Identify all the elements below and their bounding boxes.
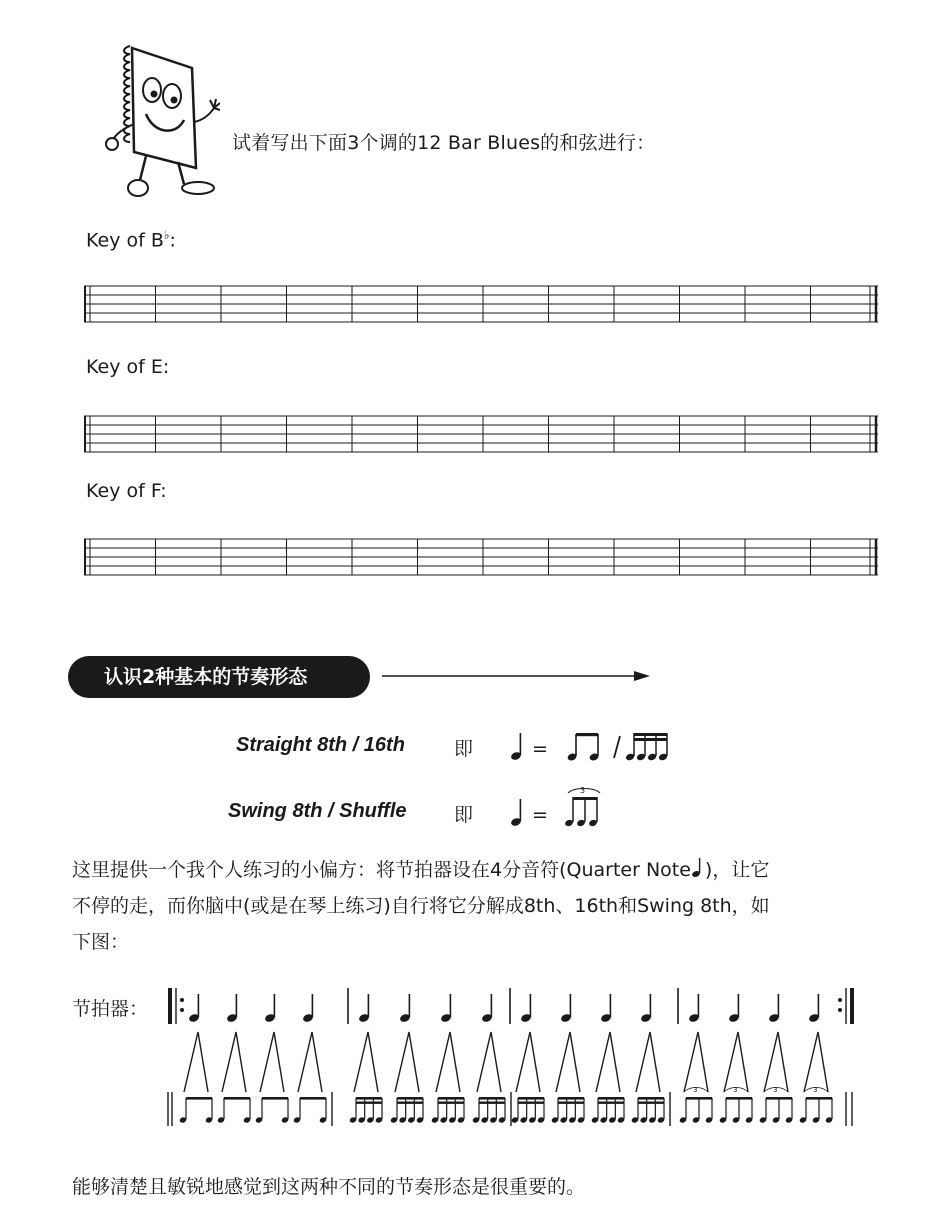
flat-sign: ♭ — [163, 228, 170, 242]
arrow-right-icon — [380, 666, 652, 686]
beam — [558, 1102, 584, 1104]
key-label-colon: : — [169, 229, 176, 252]
beam — [397, 1102, 423, 1104]
subdivision-note-group — [799, 1086, 833, 1124]
rhythm-name-straight: Straight 8th / 16th — [236, 734, 405, 756]
intro-text: 试着写出下面3个调的12 Bar Blues的和弦进行： — [232, 132, 656, 154]
subdivision-note-group — [631, 1097, 665, 1124]
subdivision-arrow — [684, 1032, 708, 1092]
rhythm-ji-swing: 即 — [454, 804, 474, 826]
beam — [806, 1097, 832, 1100]
subdivision-note-group — [293, 1097, 327, 1124]
subdivision-note-group — [179, 1097, 213, 1124]
beam — [300, 1097, 326, 1100]
subdivision-arrow — [516, 1032, 540, 1092]
repeat-start-bar — [168, 988, 172, 1024]
triplet-number: 3 — [813, 1086, 818, 1094]
metronome-label: 节拍器： — [72, 998, 149, 1020]
subdivision-note-group — [511, 1097, 545, 1124]
subdivision-arrow — [596, 1032, 620, 1092]
key-label-f: Key of F: — [86, 480, 167, 502]
subdivision-note-group — [431, 1097, 465, 1124]
staff-f — [84, 537, 878, 577]
paragraph-line-3: 下图： — [72, 931, 130, 953]
paragraph-line-2: 不停的走，而你脑中(或是在琴上练习)自行将它分解成8th、16th和Swing 8th，如 — [72, 895, 770, 917]
subdivision-note-group — [217, 1097, 251, 1124]
beam — [397, 1097, 423, 1100]
closing-text: 能够清楚且敏锐地感觉到这两种不同的节奏形态是很重要的。 — [72, 1176, 586, 1198]
subdivision-note-group — [551, 1097, 585, 1124]
repeat-end-bar — [850, 988, 854, 1024]
subdivision-note-group — [591, 1097, 625, 1124]
subdivision-arrow — [804, 1032, 828, 1092]
repeat-dot — [838, 1008, 842, 1012]
subdivision-arrow — [354, 1032, 378, 1092]
rhythm-ji-straight: 即 — [454, 738, 474, 760]
equals-sign-swing: = — [532, 804, 548, 826]
subdivision-note-group — [719, 1086, 753, 1124]
subdivision-note-group — [255, 1097, 289, 1124]
beam — [186, 1097, 212, 1100]
subdivision-note-group — [759, 1086, 793, 1124]
subdivision-arrow — [436, 1032, 460, 1092]
subdivision-arrow — [395, 1032, 419, 1092]
key-label-text: Key of B — [86, 229, 164, 252]
triplet-number: 3 — [693, 1086, 698, 1094]
eighth-sixteenth-notes-icon — [566, 730, 674, 762]
staff-e — [84, 414, 878, 454]
beam — [262, 1097, 288, 1100]
key-label-b-flat — [86, 228, 176, 251]
equals-sign-straight: = — [532, 738, 548, 760]
subdivision-arrow — [260, 1032, 284, 1092]
beam — [438, 1097, 464, 1100]
beam — [638, 1102, 664, 1104]
beam — [638, 1097, 664, 1100]
subdivision-arrow — [636, 1032, 660, 1092]
beam — [518, 1102, 544, 1104]
subdivision-arrow — [222, 1032, 246, 1092]
subdivision-arrow — [556, 1032, 580, 1092]
paragraph-line-1-start: 这里提供一个我个人练习的小偏方：将节拍器设在4分音符(Quarter Note — [72, 859, 691, 881]
beam — [479, 1097, 505, 1100]
beam — [356, 1102, 382, 1104]
subdivision-arrow — [724, 1032, 748, 1092]
quarter-note-icon — [508, 730, 528, 762]
triplet-mark: 3 — [580, 786, 586, 795]
beam — [766, 1097, 792, 1100]
beam — [726, 1097, 752, 1100]
beam — [356, 1097, 382, 1100]
beam — [438, 1102, 464, 1104]
beam — [598, 1097, 624, 1100]
practice-tip-paragraph — [72, 852, 892, 960]
repeat-dot — [180, 998, 184, 1002]
quarter-note-icon — [508, 796, 528, 828]
subdivision-arrow — [298, 1032, 322, 1092]
subdivision-note-group — [472, 1097, 506, 1124]
beam — [686, 1097, 712, 1100]
staff-b-flat — [84, 284, 878, 324]
subdivision-arrow — [184, 1032, 208, 1092]
subdivision-note-group — [390, 1097, 424, 1124]
repeat-dot — [180, 1008, 184, 1012]
beam — [598, 1102, 624, 1104]
beam — [224, 1097, 250, 1100]
beam — [518, 1097, 544, 1100]
subdivision-note-group — [679, 1086, 713, 1124]
beam — [479, 1102, 505, 1104]
mascot-illustration — [100, 38, 220, 203]
rhythm-name-swing: Swing 8th / Shuffle — [228, 800, 407, 822]
quarter-note-icon — [691, 856, 705, 878]
key-label-e: Key of E: — [86, 356, 170, 378]
triplet-notes-icon — [564, 784, 604, 828]
paragraph-line-1 — [72, 852, 892, 888]
triplet-number: 3 — [773, 1086, 778, 1094]
paragraph-line-1-end: )，让它 — [704, 859, 770, 881]
section-title: 认识2种基本的节奏形态 — [68, 656, 370, 698]
triplet-number: 3 — [733, 1086, 738, 1094]
subdivision-arrow — [477, 1032, 501, 1092]
repeat-dot — [838, 998, 842, 1002]
subdivision-note-group — [349, 1097, 383, 1124]
metronome-subdivision-diagram — [164, 980, 864, 1140]
subdivision-arrow — [764, 1032, 788, 1092]
beam — [558, 1097, 584, 1100]
